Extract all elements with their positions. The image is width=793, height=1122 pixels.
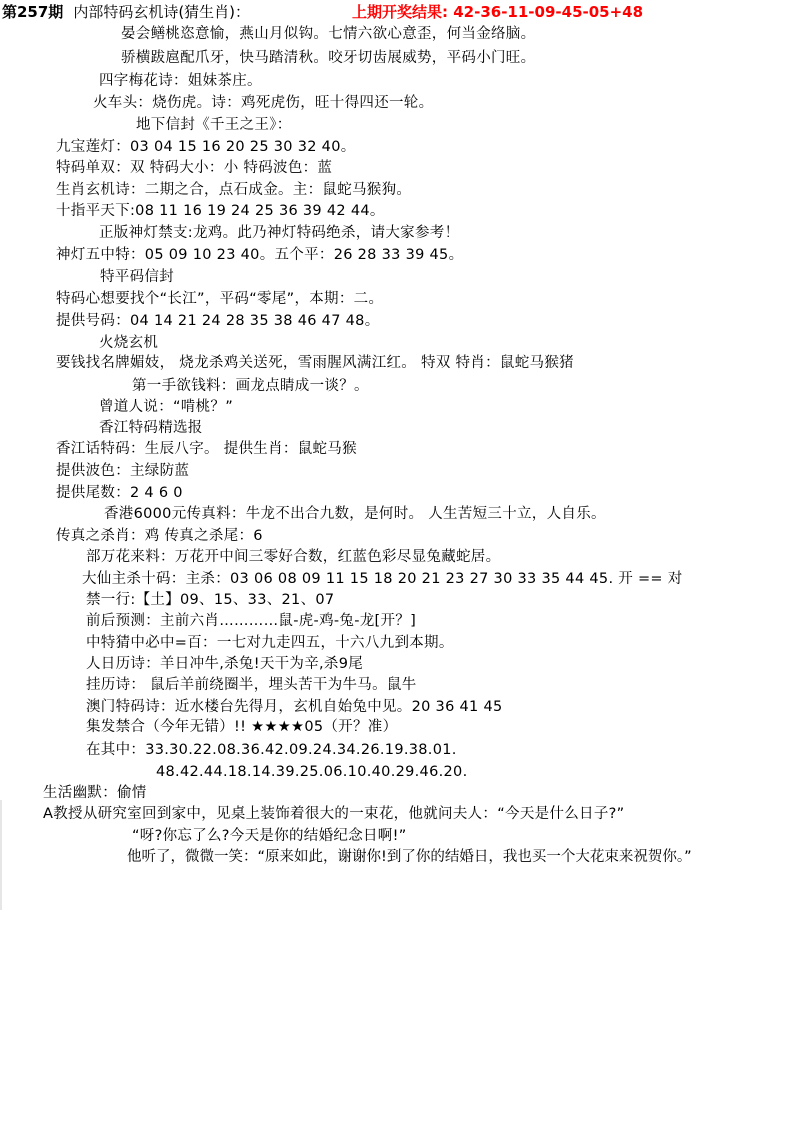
ten-fingers: 十指平天下:08 11 16 19 24 25 36 39 42 44。 xyxy=(56,203,385,219)
forbidden-row: 禁一行:【土】09、15、33、21、07 xyxy=(86,592,335,608)
poem-title: 内部特码玄机诗(猜生肖)： xyxy=(73,3,251,21)
train-head: 火车头：烧伤虎。诗：鸡死虎伤，旺十得四还一轮。 xyxy=(93,95,434,111)
hk-slang: 香江话特码：生辰八字。 提供生肖：鼠蛇马猴 xyxy=(56,441,357,457)
daxian-kill: 大仙主杀十码：主杀：03 06 08 09 11 15 18 20 21 23 27 30 33 35 44 45. 开 == 对 xyxy=(82,571,683,587)
front-back: 前后预测：主前六肖…………鼠-虎-鸡-兔-龙[开？] xyxy=(86,613,417,629)
odd-even: 特码单双：双 特码大小：小 特码波色：蓝 xyxy=(56,160,333,176)
fire-mystery: 火烧玄机 xyxy=(99,335,159,351)
money-line: 要钱找名牌媚妓， 烧龙杀鸡关送死，雪雨腥风满江红。 特双 特肖：鼠蛇马猴猪 xyxy=(56,355,574,371)
issue-header xyxy=(2,2,250,22)
humor-title: 生活幽默：偷情 xyxy=(43,785,147,801)
humor-3: 他听了，微微一笑：“原来如此，谢谢你!到了你的结婚日，我也买一个大花束来祝贺你。” xyxy=(127,849,692,865)
provided-tails: 提供尾数：2 4 6 0 xyxy=(56,485,183,501)
department-wan: 部万花来料：万花开中间三零好合数，红蓝色彩尽显兔藏蛇居。 xyxy=(86,549,501,565)
zodiac-poem: 生肖玄机诗：二期之合，点石成金。主：鼠蛇马猴狗。 xyxy=(56,182,412,198)
issue-number: 第257期 xyxy=(2,3,64,21)
humor-1: A教授从研究室回到家中，见桌上装饰着很大的一束花，他就问夫人：“今天是什么日子?” xyxy=(43,806,625,822)
taoist-says: 曾道人说：“啃桃？” xyxy=(99,399,234,415)
plum-poem: 四字梅花诗：姐妹茶庄。 xyxy=(99,73,262,89)
provided-color: 提供波色：主绿防蓝 xyxy=(56,463,190,479)
lotus-lamp: 九宝莲灯：03 04 15 16 20 25 30 32 40。 xyxy=(56,139,356,155)
heart-wish: 特码心想要找个“长江”，平码“零尾”，本期：二。 xyxy=(56,291,384,307)
fax-kill: 传真之杀肖：鸡 传真之杀尾：6 xyxy=(56,528,263,544)
wall-calendar: 挂历诗： 鼠后羊前绕圈半，埋头苦干为牛马。鼠牛 xyxy=(86,677,417,693)
collect-ban: 集发禁合（今年无错）!! ★★★★05（开？准） xyxy=(86,719,398,735)
provided-numbers: 提供号码：04 14 21 24 28 35 38 46 47 48。 xyxy=(56,313,380,329)
daily-calendar: 人日历诗：羊日冲牛,杀兔!天干为辛,杀9尾 xyxy=(86,656,364,672)
hk-selected: 香江特码精选报 xyxy=(99,420,203,436)
first-hand: 第一手欲钱料：画龙点睛成一谈？。 xyxy=(132,378,369,394)
macau-poem: 澳门特码诗：近水楼台先得月，玄机自始兔中见。20 36 41 45 xyxy=(86,699,503,715)
among-them-2: 48.42.44.18.14.39.25.06.10.40.29.46.20. xyxy=(156,764,468,780)
last-result-label: 上期开奖结果: xyxy=(352,3,448,21)
flat-code-letter: 特平码信封 xyxy=(100,269,174,285)
humor-2: “呀?你忘了么?今天是你的结婚纪念日啊!” xyxy=(132,828,407,844)
underground-letter: 地下信封《千王之王》： xyxy=(136,117,292,133)
last-result xyxy=(352,2,643,22)
among-them-1: 在其中：33.30.22.08.36.42.09.24.34.26.19.38.01. xyxy=(86,742,457,758)
last-result-numbers: 42-36-11-09-45-05+48 xyxy=(453,3,644,21)
poem-line-2: 骄横跋扈配爪牙，快马踏清秋。咬牙切齿展威势，平码小门旺。 xyxy=(121,50,536,66)
left-edge-rule xyxy=(0,800,2,910)
lamp-ban: 正版神灯禁支:龙鸡。此乃神灯特码绝杀，请大家参考！ xyxy=(99,225,460,241)
five-codes: 神灯五中特：05 09 10 23 40。五个平：26 28 33 39 45。 xyxy=(56,247,464,263)
poem-line-1: 晏会鳝桃恣意愉，燕山月似钩。七情六欲心意歪，何当金络脑。 xyxy=(121,26,536,42)
hk-6000: 香港6000元传真料：牛龙不出合九数，是何时。 人生苦短三十立，人自乐。 xyxy=(104,506,606,522)
middle-guess: 中特猜中必中=百：一七对九走四五，十六八九到本期。 xyxy=(86,635,454,651)
